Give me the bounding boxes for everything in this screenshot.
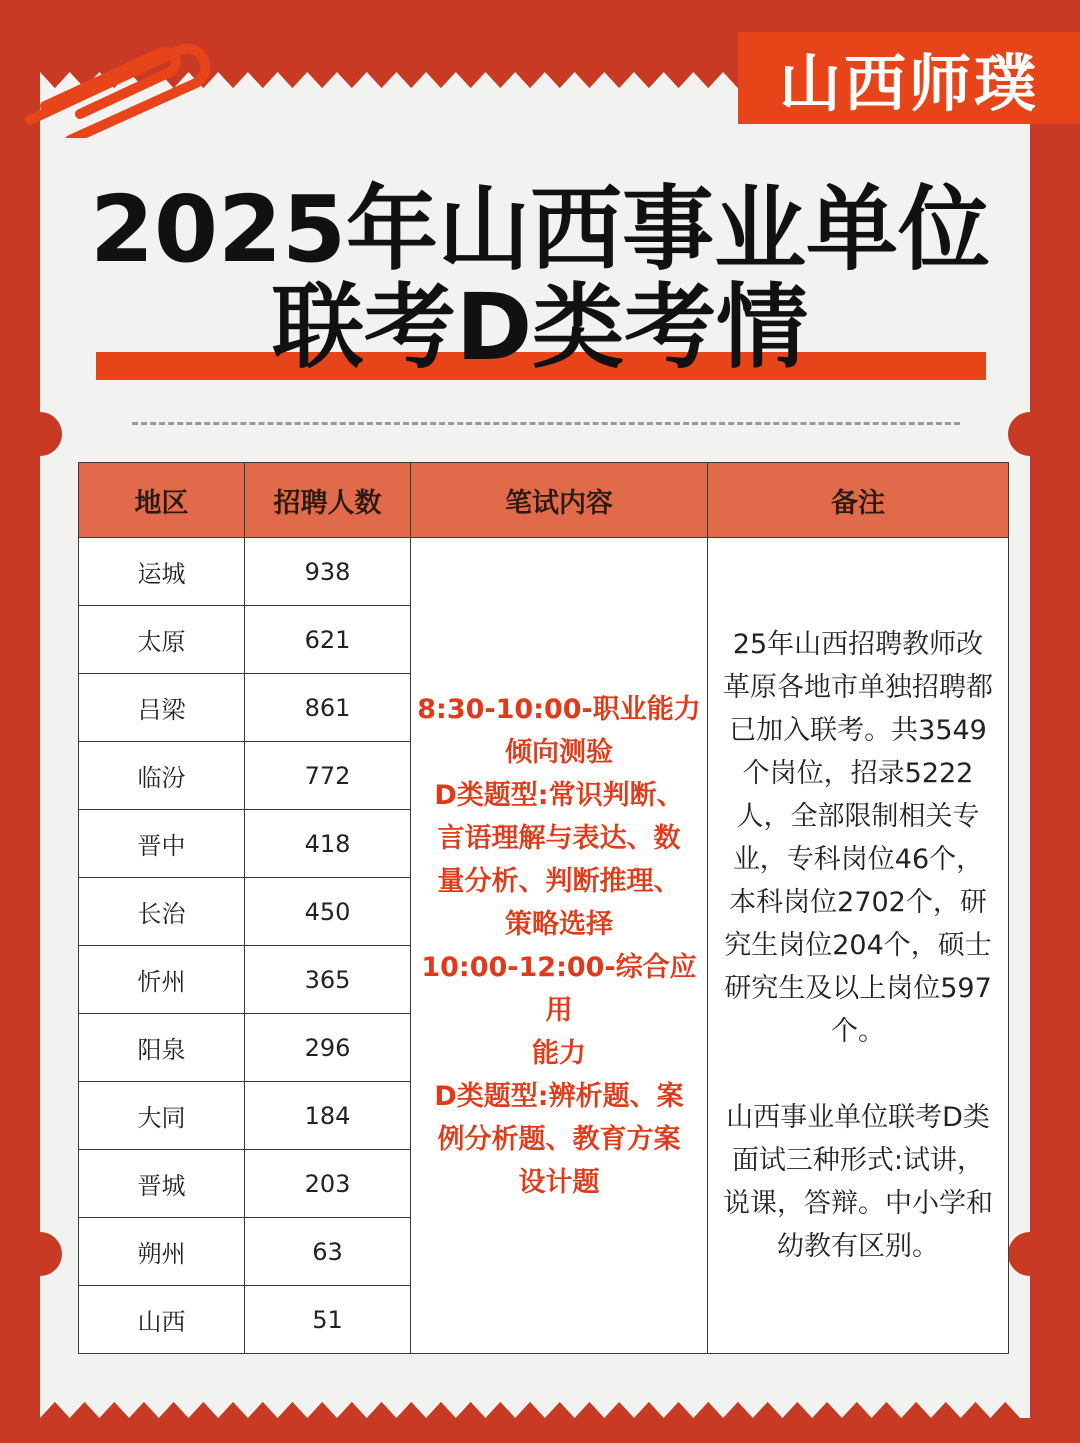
count-cell: 418 [245, 810, 411, 878]
exam-line: 倾向测验 [505, 736, 613, 768]
note-line: 个。 [831, 1016, 885, 1047]
header-exam: 笔试内容 [411, 463, 708, 538]
note-line: 人，全部限制相关专 [736, 801, 980, 832]
region-cell: 晋中 [79, 810, 245, 878]
count-cell: 51 [245, 1286, 411, 1354]
region-cell: 晋城 [79, 1150, 245, 1218]
note-line: 山西事业单位联考D类 [726, 1102, 990, 1133]
exam-line: 8:30-10:00-职业能力 [417, 693, 701, 725]
region-cell: 阳泉 [79, 1014, 245, 1082]
page-title-line1: 2025年山西事业单位 [89, 176, 991, 283]
page-title-line2: 联考D类考情 [271, 274, 809, 381]
dashed-divider [132, 422, 960, 425]
region-cell: 太原 [79, 606, 245, 674]
exam-line: 策略选择 [505, 908, 613, 940]
note-cell [708, 538, 1009, 1354]
table-row [79, 538, 1009, 606]
region-cell: 长治 [79, 878, 245, 946]
count-cell: 365 [245, 946, 411, 1014]
ticket-notch-left [18, 412, 62, 456]
note-line: 个岗位，招录5222 [742, 758, 974, 789]
note-line: 究生岗位204个，硕士 [724, 930, 992, 961]
count-cell: 184 [245, 1082, 411, 1150]
region-cell: 临汾 [79, 742, 245, 810]
count-cell: 938 [245, 538, 411, 606]
ticket-notch-left-bottom [18, 1232, 62, 1276]
ticket-notch-right [1008, 412, 1052, 456]
exam-content-cell [411, 538, 708, 1354]
paragraph-gap [708, 1053, 1008, 1096]
header-count: 招聘人数 [245, 463, 411, 538]
count-cell: 450 [245, 878, 411, 946]
region-cell: 山西 [79, 1286, 245, 1354]
note-line: 革原各地市单独招聘都 [723, 672, 993, 703]
count-cell: 203 [245, 1150, 411, 1218]
exam-line: 言语理解与表达、数 [437, 822, 681, 854]
exam-line: 量分析、判断推理、 [437, 865, 681, 897]
note-line: 幼教有区别。 [777, 1231, 939, 1262]
exam-line: 10:00-12:00-综合应用 [421, 951, 697, 1026]
region-cell: 运城 [79, 538, 245, 606]
note-line: 面试三种形式:试讲， [731, 1145, 985, 1176]
ticket-notch-right-bottom [1008, 1232, 1052, 1276]
note-line: 25年山西招聘教师改 [732, 629, 984, 660]
header-note: 备注 [708, 463, 1009, 538]
note-line: 业，专科岗位46个， [732, 844, 984, 875]
exam-line: D类题型:辨析题、案 [434, 1080, 684, 1112]
brand-tag: 山西师璞 [738, 32, 1080, 124]
exam-info-table [78, 462, 1009, 1354]
count-cell: 296 [245, 1014, 411, 1082]
paperclip-icon [10, 28, 210, 138]
region-cell: 忻州 [79, 946, 245, 1014]
note-line: 已加入联考。共3549 [729, 715, 987, 746]
count-cell: 621 [245, 606, 411, 674]
exam-line: 例分析题、教育方案 [437, 1123, 681, 1155]
region-cell: 吕梁 [79, 674, 245, 742]
note-line: 说课，答辩。中小学和 [723, 1188, 993, 1219]
count-cell: 63 [245, 1218, 411, 1286]
exam-line: D类题型:常识判断、 [434, 779, 684, 811]
note-line: 本科岗位2702个，研 [729, 887, 987, 918]
header-region: 地区 [79, 463, 245, 538]
count-cell: 861 [245, 674, 411, 742]
note-line: 研究生及以上岗位597 [724, 973, 992, 1004]
table-header-row [79, 463, 1009, 538]
exam-line: 能力 [532, 1037, 586, 1069]
region-cell: 朔州 [79, 1218, 245, 1286]
exam-line: 设计题 [518, 1166, 600, 1198]
region-cell: 大同 [79, 1082, 245, 1150]
count-cell: 772 [245, 742, 411, 810]
